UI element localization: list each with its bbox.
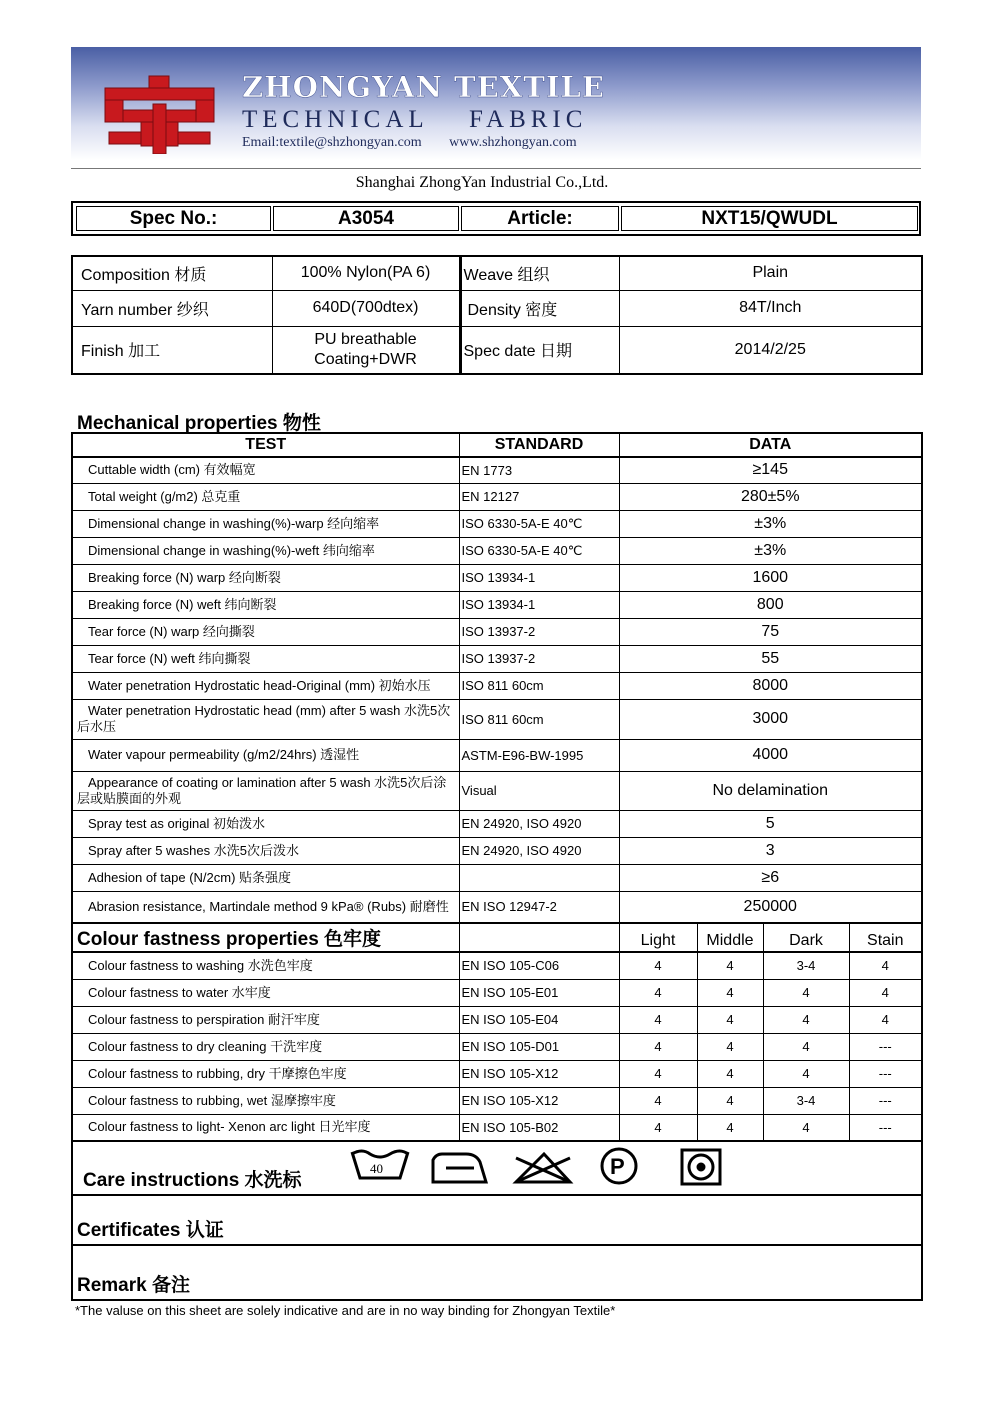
info-row — [72, 256, 922, 290]
standard-value — [459, 864, 619, 891]
spec-no-value: A3054 — [273, 206, 459, 231]
company-name: ZHONGYAN TEXTILE — [242, 70, 605, 104]
mechanical-rows — [72, 457, 922, 923]
mechanical-heading: Mechanical properties 物性 — [77, 413, 321, 434]
standard-value: EN 24920, ISO 4920 — [459, 837, 619, 864]
light-value: 4 — [619, 1087, 697, 1114]
company-subtitle: TECHNICAL FABRIC — [242, 106, 588, 133]
remark-row — [72, 1245, 922, 1300]
data-value: 3 — [619, 837, 922, 864]
test-name: Dimensional change in washing(%)-warp 经向缩率 — [72, 510, 459, 537]
data-value: 5 — [619, 810, 922, 837]
colour-heading: Colour fastness properties 色牢度 — [72, 923, 459, 952]
table-row — [72, 891, 922, 923]
test-name: Breaking force (N) warp 经向断裂 — [72, 564, 459, 591]
data-value: 800 — [619, 591, 922, 618]
spec-header — [71, 201, 921, 236]
data-value: 250000 — [619, 891, 922, 923]
table-row — [72, 1114, 922, 1141]
column-header-light: Light — [619, 923, 697, 952]
light-value: 4 — [619, 1114, 697, 1141]
middle-value: 4 — [697, 1060, 763, 1087]
standard-value: EN ISO 105-E04 — [459, 1006, 619, 1033]
test-name: Tear force (N) warp 经向撕裂 — [72, 618, 459, 645]
test-name: Water vapour permeability (g/m2/24hrs) 透湿性 — [72, 739, 459, 771]
test-name: Colour fastness to dry cleaning 干洗牢度 — [72, 1033, 459, 1060]
table-row — [72, 483, 922, 510]
standard-value: ISO 811 60cm — [459, 699, 619, 739]
standard-value: Visual — [459, 771, 619, 810]
iron-low-icon — [433, 1154, 486, 1182]
standard-value: ASTM-E96-BW-1995 — [459, 739, 619, 771]
dark-value: 4 — [763, 1006, 849, 1033]
table-row — [72, 979, 922, 1006]
info-value: 640D(700dtex) — [272, 290, 460, 326]
data-value: 55 — [619, 645, 922, 672]
table-row — [72, 1033, 922, 1060]
tumble-dry-icon — [682, 1150, 720, 1184]
info-label: Yarn number 纱织 — [72, 290, 272, 326]
table-row — [72, 810, 922, 837]
stain-value: --- — [849, 1114, 922, 1141]
table-row — [72, 457, 922, 483]
test-name: Water penetration Hydrostatic head (mm) after 5 wash 水洗5次后水压 — [72, 699, 459, 739]
data-value: ±3% — [619, 510, 922, 537]
standard-value: EN ISO 105-B02 — [459, 1114, 619, 1141]
table-row — [72, 864, 922, 891]
company-logo — [97, 74, 222, 154]
certificates-heading: Certificates 认证 — [72, 1195, 922, 1245]
standard-value: EN ISO 105-X12 — [459, 1060, 619, 1087]
middle-value: 4 — [697, 1033, 763, 1060]
article-label: Article: — [461, 206, 619, 231]
info-value: 100% Nylon(PA 6) — [272, 256, 460, 290]
data-value: ≥145 — [619, 457, 922, 483]
test-name: Colour fastness to rubbing, wet 湿摩擦牢度 — [72, 1087, 459, 1114]
dry-clean-p-icon — [602, 1149, 636, 1183]
middle-value: 4 — [697, 979, 763, 1006]
light-value: 4 — [619, 1033, 697, 1060]
table-row — [72, 510, 922, 537]
light-value: 4 — [619, 1060, 697, 1087]
info-value: PU breathable Coating+DWR — [272, 326, 460, 374]
stain-value: 4 — [849, 1006, 922, 1033]
dark-value: 3-4 — [763, 952, 849, 979]
standard-value: ISO 13937-2 — [459, 618, 619, 645]
data-value: No delamination — [619, 771, 922, 810]
table-row — [72, 837, 922, 864]
info-label: Weave 组织 — [460, 256, 619, 290]
data-value: 280±5% — [619, 483, 922, 510]
stain-value: --- — [849, 1087, 922, 1114]
info-label: Finish 加工 — [72, 326, 272, 374]
test-name: Colour fastness to perspiration 耐汗牢度 — [72, 1006, 459, 1033]
header-divider — [71, 168, 921, 169]
table-row — [72, 771, 922, 810]
test-name: Spray after 5 washes 水洗5次后泼水 — [72, 837, 459, 864]
standard-value: EN 1773 — [459, 457, 619, 483]
colour-header-row — [72, 923, 922, 952]
dark-value: 4 — [763, 979, 849, 1006]
info-row — [72, 326, 922, 374]
test-name: Colour fastness to rubbing, dry 干摩擦色牢度 — [72, 1060, 459, 1087]
table-row — [72, 952, 922, 979]
article-value: NXT15/QWUDL — [621, 206, 918, 231]
table-row — [72, 645, 922, 672]
data-value: 1600 — [619, 564, 922, 591]
standard-value: EN ISO 12947-2 — [459, 891, 619, 923]
spec-no-label: Spec No.: — [76, 206, 271, 231]
table-row — [72, 739, 922, 771]
test-name: Breaking force (N) weft 纬向断裂 — [72, 591, 459, 618]
light-value: 4 — [619, 952, 697, 979]
info-row — [72, 290, 922, 326]
test-name: Dimensional change in washing(%)-weft 纬向缩率 — [72, 537, 459, 564]
standard-value: ISO 13937-2 — [459, 645, 619, 672]
column-header-standard: STANDARD — [459, 433, 619, 457]
dark-value: 3-4 — [763, 1087, 849, 1114]
column-header-data: DATA — [619, 433, 922, 457]
standard-value: ISO 811 60cm — [459, 672, 619, 699]
no-bleach-icon — [516, 1154, 570, 1182]
table-row — [72, 564, 922, 591]
middle-value: 4 — [697, 952, 763, 979]
test-name: Cuttable width (cm) 有效幅宽 — [72, 457, 459, 483]
certificates-row — [72, 1195, 922, 1245]
info-label: Composition 材质 — [72, 256, 272, 290]
test-name: Colour fastness to washing 水洗色牢度 — [72, 952, 459, 979]
table-row — [72, 672, 922, 699]
colour-rows — [72, 952, 922, 1141]
data-value: ≥6 — [619, 864, 922, 891]
test-name: Spray test as original 初始泼水 — [72, 810, 459, 837]
stain-value: 4 — [849, 979, 922, 1006]
svg-text:40: 40 — [370, 1161, 383, 1176]
table-row — [72, 537, 922, 564]
table-row — [72, 699, 922, 739]
test-name: Colour fastness to light- Xenon arc light 日光牢度 — [72, 1114, 459, 1141]
light-value: 4 — [619, 979, 697, 1006]
stain-value: --- — [849, 1060, 922, 1087]
table-row — [72, 618, 922, 645]
company-full-name: Shanghai ZhongYan Industrial Co.,Ltd. — [355, 174, 609, 191]
test-name: Adhesion of tape (N/2cm) 贴条强度 — [72, 864, 459, 891]
test-name: Water penetration Hydrostatic head-Original (mm) 初始水压 — [72, 672, 459, 699]
test-name: Appearance of coating or lamination after 5 wash 水洗5次后涂层或贴膜面的外观 — [72, 771, 459, 810]
empty-cell — [459, 923, 619, 952]
data-value: 4000 — [619, 739, 922, 771]
care-symbols — [348, 1146, 728, 1191]
data-value: ±3% — [619, 537, 922, 564]
table-row — [72, 591, 922, 618]
test-name: Total weight (g/m2) 总克重 — [72, 483, 459, 510]
data-value: 75 — [619, 618, 922, 645]
standard-value: ISO 13934-1 — [459, 564, 619, 591]
dark-value: 4 — [763, 1033, 849, 1060]
stain-value: 4 — [849, 952, 922, 979]
remark-heading: Remark 备注 — [72, 1245, 922, 1300]
info-label: Spec date 日期 — [460, 326, 619, 374]
column-header-middle: Middle — [697, 923, 763, 952]
data-value: 3000 — [619, 699, 922, 739]
standard-value: EN 12127 — [459, 483, 619, 510]
data-value: 8000 — [619, 672, 922, 699]
standard-value: EN ISO 105-D01 — [459, 1033, 619, 1060]
info-label: Density 密度 — [460, 290, 619, 326]
column-header-test: TEST — [72, 433, 459, 457]
column-header-stain: Stain — [849, 923, 922, 952]
test-name: Colour fastness to water 水牢度 — [72, 979, 459, 1006]
company-contact: Email:textile@shzhongyan.com www.shzhongyan.com — [242, 135, 577, 150]
fabric-info-table — [71, 255, 923, 375]
column-header-dark: Dark — [763, 923, 849, 952]
standard-value: EN 24920, ISO 4920 — [459, 810, 619, 837]
care-heading: Care instructions 水洗标 — [72, 1141, 922, 1195]
standard-value: ISO 13934-1 — [459, 591, 619, 618]
light-value: 4 — [619, 1006, 697, 1033]
svg-text:P: P — [610, 1154, 625, 1179]
dark-value: 4 — [763, 1114, 849, 1141]
info-value: Plain — [619, 256, 922, 290]
wash-40-icon — [352, 1151, 408, 1178]
dark-value: 4 — [763, 1060, 849, 1087]
table-row — [72, 1006, 922, 1033]
middle-value: 4 — [697, 1087, 763, 1114]
footnote: *The valuse on this sheet are solely indicative and are in no way binding for Zhongyan Textile* — [75, 1303, 616, 1318]
standard-value: EN ISO 105-E01 — [459, 979, 619, 1006]
standard-value: ISO 6330-5A-E 40℃ — [459, 510, 619, 537]
table-header-row — [72, 433, 922, 457]
test-name: Abrasion resistance, Martindale method 9 kPa® (Rubs) 耐磨性 — [72, 891, 459, 923]
middle-value: 4 — [697, 1006, 763, 1033]
table-row — [72, 1087, 922, 1114]
info-value: 2014/2/25 — [619, 326, 922, 374]
standard-value: EN ISO 105-C06 — [459, 952, 619, 979]
stain-value: --- — [849, 1033, 922, 1060]
test-name: Tear force (N) weft 纬向撕裂 — [72, 645, 459, 672]
middle-value: 4 — [697, 1114, 763, 1141]
standard-value: EN ISO 105-X12 — [459, 1087, 619, 1114]
info-value: 84T/Inch — [619, 290, 922, 326]
standard-value: ISO 6330-5A-E 40℃ — [459, 537, 619, 564]
table-row — [72, 1060, 922, 1087]
